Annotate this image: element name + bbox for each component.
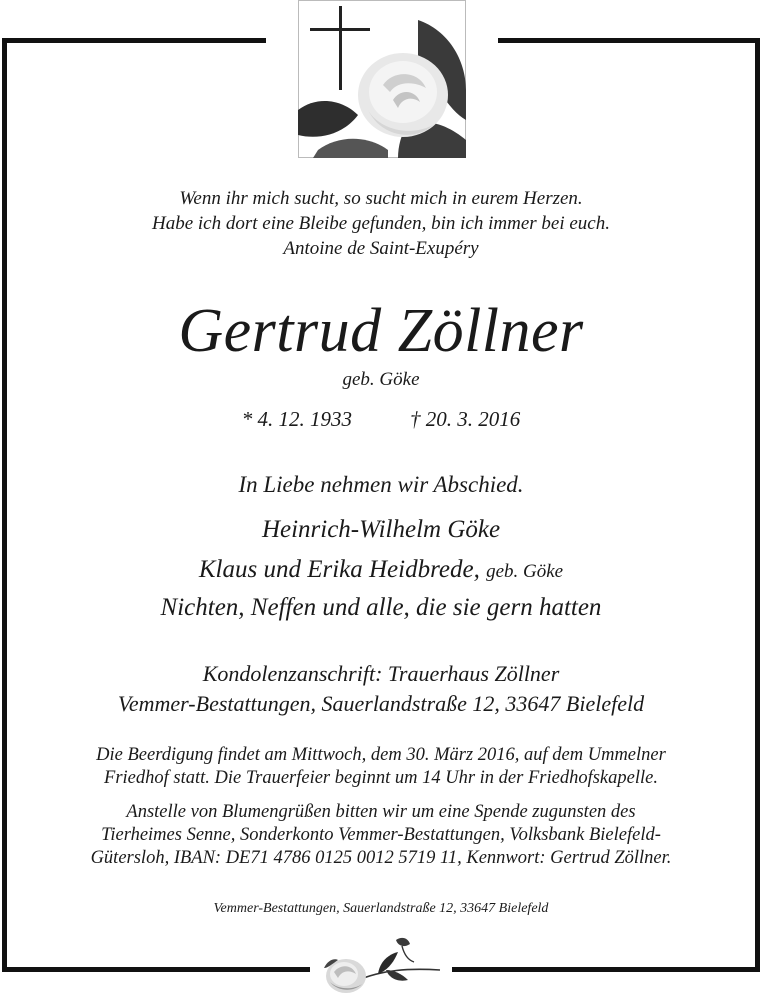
donation-line-2: Tierheimes Senne, Sonderkonto Vemmer-Bestattungen, Volksbank Bielefeld-: [101, 825, 661, 845]
mourner-line-2: [0, 556, 762, 584]
mourner-line-3: Nichten, Neffen und alle, die sie gern hatten: [160, 594, 602, 621]
funeral-line-2: Friedhof statt. Die Trauerfeier beginnt um 14 Uhr in der Friedhofskapelle.: [104, 768, 658, 788]
mourner-line-2-main: Klaus und Erika Heidbrede,: [198, 556, 480, 583]
donation-line-3: Gütersloh, IBAN: DE71 4786 0125 0012 5719 11, Kennwort: Gertrud Zöllner.: [90, 848, 672, 868]
mourner-line-2-sub: geb. Göke: [486, 561, 564, 582]
quote-line-2: Habe ich dort eine Bleibe gefunden, bin ich immer bei euch.: [152, 213, 610, 234]
mourner-line-1: Heinrich-Wilhelm Göke: [261, 516, 501, 543]
death-date: † 20. 3. 2016: [410, 407, 521, 431]
condolence-line-1: Kondolenzanschrift: Trauerhaus Zöllner: [202, 661, 560, 686]
farewell-text: In Liebe nehmen wir Abschied.: [238, 472, 524, 497]
donation-line-1: Anstelle von Blumengrüßen bitten wir um eine Spende zugunsten des: [126, 802, 636, 822]
cross-and-rose-icon: [298, 0, 466, 158]
born-name: geb. Göke: [342, 369, 420, 390]
frame-bottom-right: [452, 967, 760, 972]
life-dates: [0, 407, 762, 432]
birth-date: * 4. 12. 1933: [241, 407, 352, 431]
rose-icon: [318, 930, 444, 1000]
condolence-line-2: Vemmer-Bestattungen, Sauerlandstraße 12, 33647 Bielefeld: [117, 691, 645, 716]
frame-top-left: [2, 38, 266, 43]
funeral-line-1: Die Beerdigung findet am Mittwoch, dem 30. März 2016, auf dem Ummelner: [96, 745, 666, 765]
quote-line-1: Wenn ihr mich sucht, so sucht mich in eurem Herzen.: [179, 188, 583, 209]
footer-address: Vemmer-Bestattungen, Sauerlandstraße 12, 33647 Bielefeld: [213, 901, 549, 916]
frame-top-right: [498, 38, 760, 43]
frame-bottom-left: [2, 967, 310, 972]
quote-author: Antoine de Saint-Exupéry: [283, 238, 479, 259]
deceased-name: Gertrud Zöllner: [178, 297, 584, 365]
